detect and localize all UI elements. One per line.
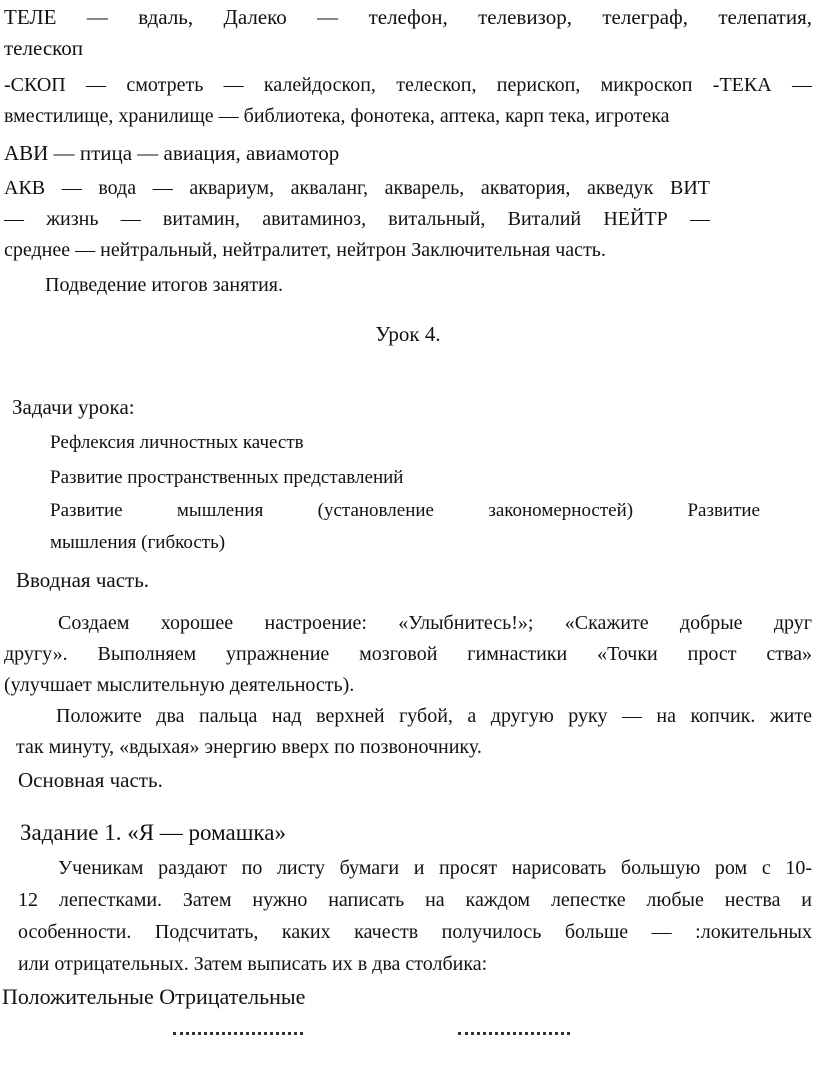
list-item: Рефлексия личностных качеств: [50, 432, 304, 453]
paragraph-skop: [4, 70, 812, 132]
list-item: Развитие мышления (установление закономерностей) Развитие: [50, 500, 760, 521]
positive-column-dots: [173, 1032, 303, 1035]
text-line: Положите два пальца над верхней губой, а другую руку — на копчик. жите: [56, 705, 812, 727]
text-line: АВИ — птица — авиация, авиамотор: [4, 141, 340, 165]
text-line: особенности. Подсчитать, каких качеств получилось больше — :локительных: [18, 921, 812, 943]
task1-paragraph: [18, 852, 812, 980]
paragraph-avi: [4, 138, 339, 169]
text-line: среднее — нейтральный, нейтралитет, нейтрон Заключительная часть.: [4, 239, 606, 261]
summary-line: Подведение итогов занятия.: [45, 274, 283, 296]
main-heading: Основная часть.: [18, 768, 163, 792]
list-item: мышления (гибкость): [50, 532, 226, 553]
paragraph-akv: [4, 173, 710, 266]
intro-paragraph-1: [4, 608, 812, 701]
text-line: АКВ — вода — аквариум, акваланг, акварель, акватория, акведук ВИТ: [4, 177, 710, 199]
text-line: (улучшает мыслительную деятельность).: [4, 674, 355, 696]
paragraph-tele: [4, 2, 812, 64]
text-line: ТЕЛЕ — вдаль, Далеко — телефон, телевизор, телеграф, телепатия,: [4, 5, 812, 29]
tasks-heading: Задачи урока:: [12, 395, 135, 419]
negative-column-dots: [458, 1032, 570, 1035]
text-line: 12 лепестками. Затем нужно написать на каждом лепестке любые нества и: [18, 889, 812, 911]
text-line: телескоп: [4, 36, 84, 60]
text-line: Ученикам раздают по листу бумаги и просят нарисовать большую ром с 10-: [58, 857, 812, 879]
intro-heading: Вводная часть.: [16, 568, 150, 592]
text-line: Создаем хорошее настроение: «Улыбнитесь!»; «Скажите добрые друг: [58, 612, 812, 634]
text-line: другу». Выполняем упражнение мозговой гимнастики «Точки прост ства»: [4, 643, 812, 665]
columns-label: Положительные Отрицательные: [2, 984, 306, 1009]
text-line: или отрицательных. Затем выписать их в два столбика:: [18, 953, 488, 975]
intro-paragraph-2: [16, 701, 812, 763]
text-line: так минуту, «вдыхая» энергию вверх по позвоночнику.: [16, 736, 482, 758]
task1-title: Задание 1. «Я — ромашка»: [20, 820, 286, 845]
text-line: -СКОП — смотреть — калейдоскоп, телескоп, перископ, микроскоп -ТЕКА —: [4, 74, 812, 96]
list-item: Развитие пространственных представлений: [50, 467, 404, 488]
text-line: вместилище, хранилище — библиотека, фонотека, аптека, карп тека, игротека: [4, 105, 670, 127]
tasks-list: [50, 425, 760, 559]
text-line: — жизнь — витамин, авитаминоз, витальный, Виталий НЕЙТР —: [4, 208, 710, 230]
lesson-title: Урок 4.: [375, 322, 441, 346]
